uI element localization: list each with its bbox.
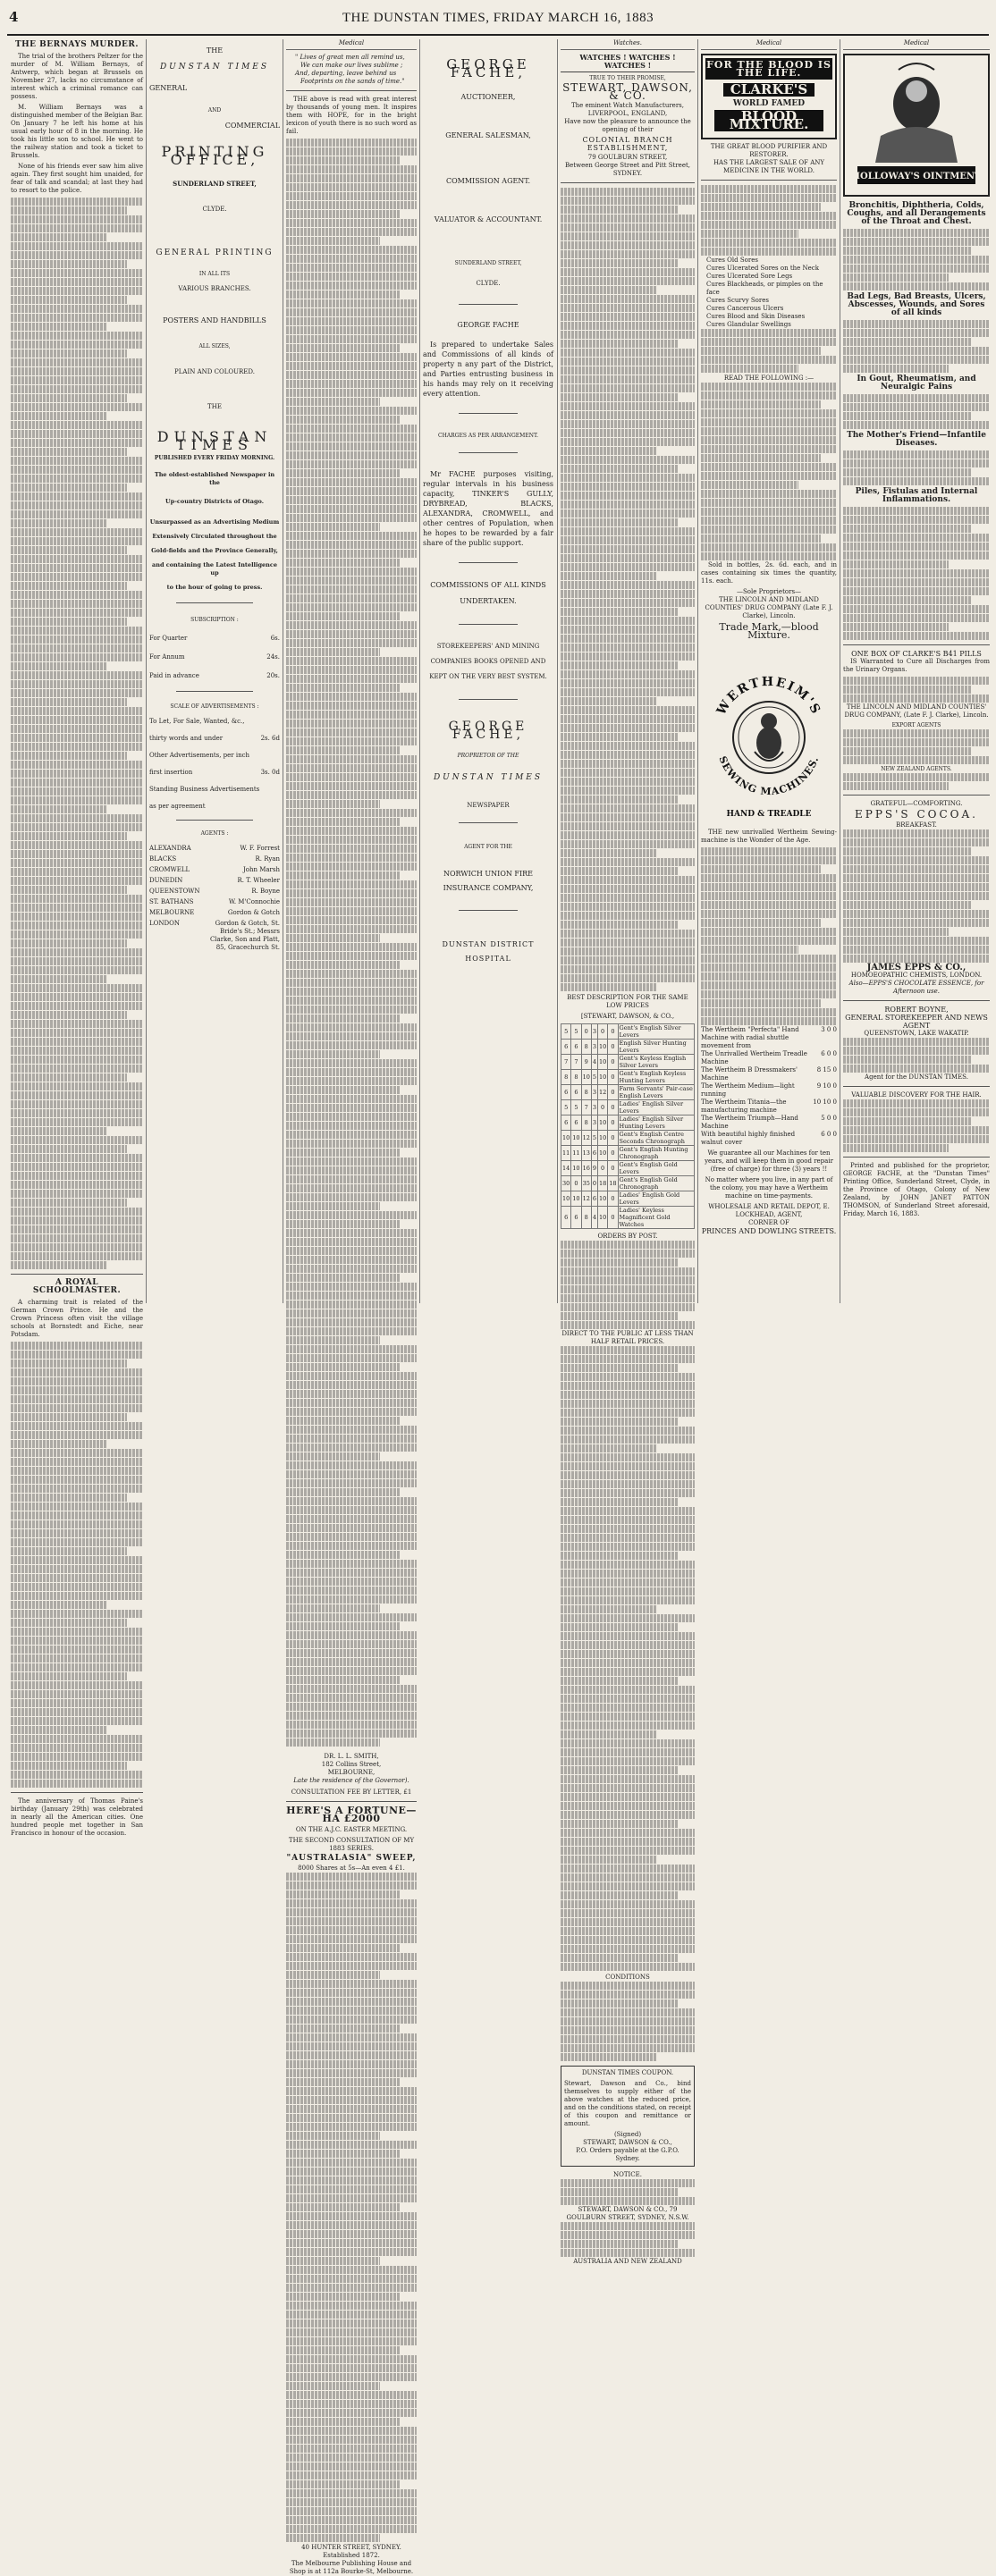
- price-row: 7 7 9 4 10 0 Gent's Keyless English Silver Levers: [561, 1055, 695, 1070]
- agent-for: AGENT FOR THE: [464, 844, 512, 850]
- plain-coloured: PLAIN AND COLOURED.: [174, 368, 255, 375]
- col7-proprietors: THE LINCOLN AND MIDLAND COUNTIES' DRUG COMPANY, (Late F. J. Clarke), Lincoln.: [844, 703, 989, 719]
- column-header: Medical: [701, 39, 837, 50]
- column-watches: [561, 39, 695, 2265]
- colonial-branch: COLONIAL BRANCH ESTABLISHMENT,: [582, 136, 673, 152]
- svg-text:WERTHEIM'S: [713, 675, 823, 719]
- fortune-headline: HERE'S A FORTUNE—HA £2000: [286, 1805, 417, 1824]
- largest-sale: HAS THE LARGEST SALE OF ANY MEDICINE IN THE WORLD.: [713, 159, 825, 174]
- stewart-dawson: STEWART, DAWSON, & CO.: [562, 81, 693, 102]
- direct-public: DIRECT TO THE PUBLIC AT LESS THAN HALF RETAIL PRICES.: [561, 1330, 694, 1345]
- advertising-scale: To Let, For Sale, Wanted, &c., thirty words and under 2s. 6d Other Advertisements, per inch first insertion 3s. 0d Standing Business Advertisements as per agreement: [149, 718, 280, 810]
- office-town: CLYDE.: [202, 206, 227, 213]
- no-matter: No matter where you live, in any part of the colony, you may have a Wertheim machine on time-payments.: [705, 1176, 833, 1200]
- commercial-label: COMMERCIAL: [224, 122, 280, 130]
- price-row: 30 0 35 0 18 18 Gent's English Gold Chronograph: [561, 1176, 695, 1191]
- various-branches: VARIOUS BRANCHES.: [178, 285, 251, 292]
- agents-heading: AGENTS :: [200, 830, 229, 837]
- wertheim-hand-treadle: HAND & TREADLE: [726, 810, 812, 819]
- goldfields-line: Gold-fields and the Province Generally,: [151, 547, 278, 554]
- article-paragraph: The trial of the brothers Peltzer for the murder of M. William Bernays, of Antwerp, which began at Brussels on November 27, lacks no circumstance of interest which a criminal romance can possess.: [11, 53, 143, 100]
- blood-mixture: BLOOD MIXTURE.: [714, 110, 823, 131]
- price-row: 6 6 8 4 10 0 Ladies' Keyless Magnificent Gold Watches: [561, 1207, 695, 1229]
- and-label: AND: [207, 107, 222, 114]
- general-label: GENERAL: [149, 84, 188, 92]
- dunstan-district-hospital: DUNSTAN DISTRICT HOSPITAL: [442, 940, 535, 963]
- consultation-fee: CONSULTATION FEE BY LETTER, £1: [291, 1789, 412, 1796]
- doctor-name: DR. L. L. SMITH,: [324, 1753, 379, 1760]
- export-agents: EXPORT AGENTS: [891, 722, 941, 728]
- scale-heading: SCALE OF ADVERTISEMENTS :: [170, 703, 259, 710]
- bad-legs-heading: Bad Legs, Bad Breasts, Ulcers, Abscesses, Wounds, and Sores of all kinds: [847, 292, 986, 317]
- purifier: THE GREAT BLOOD PURIFIER AND RESTORER.: [710, 143, 828, 158]
- wertheim-brand: WERTHEIM'S: [713, 674, 824, 718]
- unsurpassed-line: Unsurpassed as an Advertising Medium: [149, 518, 280, 526]
- in-all-its: IN ALL ITS: [198, 271, 231, 277]
- world-famed: WORLD FAMED: [732, 99, 806, 108]
- the-label: THE: [206, 46, 224, 55]
- footnote: The anniversary of Thomas Paine's birthday (January 29th) was celebrated in nearly all the American cities. One hundred people met together in San Francisco in honour of the occasion.: [11, 1797, 143, 1837]
- depot: WHOLESALE AND RETAIL DEPOT, E. LOCKHEAD, AGENT,: [708, 1203, 830, 1218]
- paper-name: DUNSTAN TIMES: [159, 63, 270, 72]
- auctioneer: AUCTIONEER,: [460, 93, 516, 101]
- warranted: IS Warranted to Cure all Discharges from the Urinary Organs.: [843, 658, 990, 673]
- price-row: 10 10 12 6 10 0 Ladies' English Gold Levers: [561, 1191, 695, 1207]
- article-paragraph: M. William Bernays was a distinguished member of the Belgian Bar. On January 7 he left his home at his usual early hour of 8 in the morning. He took his little son to school. He went to the railway station and took a ticket to Brussels.: [11, 104, 143, 159]
- column-george-fache: [423, 39, 553, 1303]
- commission-agent: COMMISSION AGENT.: [445, 177, 530, 185]
- proprietors: THE LINCOLN AND MIDLAND COUNTIES' DRUG COMPANY (Late F. J. Clarke), Lincoln.: [705, 596, 833, 619]
- breakfast: BREAKFAST.: [896, 821, 937, 829]
- fortune-sub: ON THE A.J.C. EASTER MEETING.: [295, 1826, 408, 1833]
- newspaper-title: THE DUNSTAN TIMES, FRIDAY MARCH 16, 1883: [342, 11, 654, 25]
- price-row: 11 11 13 6 10 0 Gent's English Hunting Chronograph: [561, 1146, 695, 1161]
- general-salesman: GENERAL SALESMAN,: [445, 131, 531, 139]
- footer-last: AUSTRALIA AND NEW ZEALAND: [573, 2258, 682, 2265]
- piles-heading: Piles, Fistulas and Internal Inflammations.: [855, 487, 978, 504]
- grateful-comforting: GRATEFUL—COMFORTING.: [870, 800, 963, 807]
- prepared-text: Is prepared to undertake Sales and Commissions of all kinds of property n any part of the District, and Parties entrusting business in his hands may rely on it receiving every attention.: [423, 341, 553, 398]
- bronchitis-heading: Bronchitis, Diphtheria, Colds, Coughs, and all Derangements of the Throat and Chest.: [847, 201, 986, 226]
- column-printing-office: [149, 39, 280, 1303]
- subscription-rates: For Quarter 6s. For Annum 24s. Paid in advance 20s.: [149, 635, 280, 679]
- posters-handbills: POSTERS AND HANDBILLS: [163, 316, 266, 324]
- watch-price-table: [561, 1023, 695, 1229]
- extensively-line: Extensively Circulated throughout the: [152, 533, 277, 540]
- queenstown: QUEENSTOWN, LAKE WAKATIP.: [864, 1030, 969, 1037]
- guarantee: We guarantee all our Machines for ten years, and will keep them in good repair (free of charge) for three (3) years !!: [705, 1149, 833, 1173]
- gout-heading: In Gout, Rheumatism, and Neuralgic Pains: [857, 375, 976, 391]
- robert-boyne: ROBERT BOYNE,: [884, 1006, 949, 1014]
- one-box-clarkes: ONE BOX OF CLARKE'S B41 PILLS: [851, 650, 982, 658]
- conditions-heading: CONDITIONS: [605, 1974, 650, 1981]
- between-streets: Between George Street and Pitt Street, SYDNEY.: [565, 162, 690, 177]
- chocolate-essence: Also—EPPS'S CHOCOLATE ESSENCE, for Afternoon use.: [848, 980, 984, 995]
- corner-of: CORNER OF: [748, 1219, 789, 1226]
- price-table-heading: [STEWART, DAWSON, & CO.,: [580, 1013, 675, 1020]
- norwich-union: NORWICH UNION FIRE INSURANCE COMPANY,: [443, 870, 534, 892]
- masthead: [7, 5, 989, 36]
- nz-agents: NEW ZEALAND AGENTS.: [881, 766, 952, 772]
- george-fache-heading: GEORGE FACHE,: [446, 56, 530, 80]
- cures-list: Cures Old Sores Cures Ulcerated Sores on the Neck Cures Ulcerated Sore Legs Cures Blackheads, or pimples on the face Cures Scurvy Sores Cures Cancerous Ulcers Cures Blood and Skin Diseases Cures Glandular Swellings: [706, 257, 823, 328]
- goulburn-street: 79 GOULBURN STREET,: [587, 154, 668, 161]
- sold-in-bottles: Sold in bottles, 2s. 6d. each, and in cases containing six times the quantity, 11s. each.: [701, 561, 837, 585]
- sunderland-street: SUNDERLAND STREET,: [454, 260, 522, 266]
- upcountry-line: Up-country Districts of Otago.: [165, 498, 264, 505]
- column-clarkes: [701, 39, 837, 1303]
- article-paragraph: A charming trait is related of the German Crown Prince. He and the Crown Princess often visit the village schools at Bornstedt and Eiche, near Potsdam.: [11, 1299, 143, 1338]
- clarkes-ad: [701, 54, 837, 139]
- sole-proprietors: —Sole Proprietors—: [736, 588, 802, 595]
- wertheim-intro: THE new unrivalled Wertheim Sewing-machine is the Wonder of the Age.: [701, 829, 837, 844]
- all-sizes: ALL SIZES,: [198, 343, 231, 349]
- wertheim-logo: [701, 644, 837, 823]
- poem: " Lives of great men all remind us, We can make our lives sublime ; And, departing, leave behind us Footprints on the sands of time.": [295, 54, 405, 85]
- price-row: 5 5 0 3 0 0 Gent's English Silver Levers: [561, 1024, 695, 1040]
- office-street: SUNDERLAND STREET,: [173, 180, 257, 188]
- visits-text: Mr FACHE purposes visiting, regular intervals in his business capacity, TINKER'S GULLY, DRYBREAD, BLACKS, ALEXANDRA, CROMWELL, and other centres of Population, when he hopes to be rewarded by a fair share of the public support.: [423, 470, 553, 547]
- james-epps: JAMES EPPS & CO.,: [866, 963, 966, 972]
- machine-price-list: The Wertheim "Perfecta" Hand Machine with radial shuttle movement from 3 0 0 The Unrivalled Wertheim Treadle Machine 6 0 0 The Wertheim B Dressmakers' Machine 8 15 0 The Wertheim Medium—light running 9 10 0 The Wertheim Titania—the manufacturing machine 10 10 0 The Wertheim Triumph—Hand Machine 5 0 0 With beautiful highly finished walnut cover 6 0 0: [701, 1026, 837, 1146]
- coupon-heading: DUNSTAN TIMES COUPON.: [581, 2069, 674, 2076]
- headline-bernays: THE BERNAYS MURDER.: [14, 40, 139, 49]
- trade-mark: Trade Mark,—blood Mixture.: [719, 621, 819, 641]
- press-line: to the hour of going to press.: [166, 584, 263, 591]
- mothers-friend: The Mother's Friend—Infantile Diseases.: [847, 431, 986, 448]
- dunstan-times-coupon: DUNSTAN TIMES COUPON. Stewart, Dawson and Co., bind themselves to supply either of the above watches at the reduced price, and on the conditions stated, on receipt of this coupon and remittance or amount. (Signed) STEWART, DAWSON & CO., P.O. Orders payable at the G.P.O. Sydney.: [561, 2066, 695, 2167]
- valuable-discovery: VALUABLE DISCOVERY FOR THE HAIR.: [851, 1091, 982, 1099]
- printing-office-heading: PRINTING OFFICE,: [161, 143, 268, 168]
- article-paragraph: THE above is read with great interest by thousands of young men. It inspires them with HOPE, for in the bright lexicon of youth there is no such word as fail.: [286, 96, 417, 135]
- george-fache-3: GEORGE FACHE,: [448, 720, 528, 742]
- watches-banner: WATCHES ! WATCHES ! WATCHES !: [561, 54, 695, 72]
- price-row: 8 8 10 5 10 0 Gent's English Keyless Hunting Levers: [561, 1070, 695, 1085]
- dunstan-times-ital: DUNSTAN TIMES: [433, 773, 544, 782]
- column-header: Watches.: [561, 39, 695, 50]
- dunstan-times-heading: DUNSTAN TIMES: [156, 428, 273, 453]
- column-header: Medical: [286, 39, 417, 50]
- price-row: 6 6 8 3 10 0 Ladies' English Silver Hunting Levers: [561, 1115, 695, 1131]
- newspaper-label: NEWSPAPER: [467, 802, 510, 809]
- column-news: [11, 39, 143, 1837]
- orders-by-post: ORDERS BY POST.: [597, 1233, 658, 1240]
- containing-line: and containing the Latest Intelligence up: [152, 561, 277, 577]
- clarkes-name: CLARKE'S: [723, 83, 815, 97]
- column-medical-smith: [286, 39, 417, 2575]
- princes-dowling: PRINCES AND DOWLING STREETS.: [701, 1227, 837, 1235]
- printed-published: Printed and published for the proprietor, GEORGE FACHE, at the "Dunstan Times" Printing Office, Sunderland Street, Clyde, in the Province of Otago, Colony of New Zealand, by JOHN JANET PATTON THOMSON, of Sunderland Street aforesaid, Friday, March 16, 1883.: [843, 1162, 990, 1217]
- price-row: 5 5 7 3 0 0 Ladies' English Silver Levers: [561, 1100, 695, 1115]
- article-paragraph: None of his friends ever saw him alive again. They first sought him unaided, for fear of talk and scandal; at last they had to resort to the police.: [11, 163, 143, 194]
- holloway-banner: HOLLOWAY'S OINTMENT: [851, 172, 982, 181]
- george-fache-2: GEORGE FACHE: [457, 321, 519, 329]
- price-row: 6 6 8 3 10 0 English Silver Hunting Levers: [561, 1040, 695, 1055]
- wertheim-sewing: SEWING MACHINES.: [716, 754, 822, 798]
- price-row: 10 10 12 5 10 0 Gent's English Centre Seconds Chronograph: [561, 1131, 695, 1146]
- column-header: Medical: [843, 39, 990, 50]
- subscription-heading: SUBSCRIPTION :: [190, 617, 239, 623]
- general-printing: GENERAL PRINTING: [156, 248, 274, 257]
- agents-list: ALEXANDRA W. F. Forrest BLACKS R. Ryan CROMWELL John Marsh DUNEDIN R. T. Wheeler QUEENSTOWN R. Boyne ST. BATHANS W. M'Connochie MELBOURNE Gordon & Gotch LONDON Gordon & Gotch, St. Bride's St.; Messrs Clarke, Son and Platt, 85, Gracechurch St.: [149, 845, 280, 951]
- notice-heading: NOTICE.: [613, 2171, 642, 2178]
- valuator-accountant: VALUATOR & ACCOUNTANT.: [434, 215, 543, 223]
- blood-life-banner: FOR THE BLOOD IS THE LIFE.: [706, 59, 831, 79]
- charges: CHARGES AS PER ARRANGEMENT.: [438, 433, 538, 439]
- best-description: BEST DESCRIPTION FOR THE SAME LOW PRICES: [567, 994, 688, 1009]
- sweep-name: "AUSTRALASIA" SWEEP,: [286, 1854, 417, 1863]
- price-row: 14 10 16 9 0 0 Gent's English Gold Levers: [561, 1161, 695, 1176]
- doctor-city: MELBOURNE,: [327, 1769, 376, 1776]
- shares-line: 8000 Shares at 5s—An even 4 £1.: [298, 1865, 405, 1872]
- homoeopathic: HOMOEOPATHIC CHEMISTS, LONDON.: [850, 972, 983, 979]
- agent-dunstan-times: Agent for the DUNSTAN TIMES.: [865, 1073, 968, 1081]
- page-number: 4: [9, 9, 19, 25]
- proprietor-of: PROPRIETOR OF THE: [457, 753, 519, 759]
- commissions-text: COMMISSIONS OF ALL KINDS UNDERTAKEN.: [430, 581, 546, 605]
- column-holloway: [843, 39, 990, 1303]
- price-row: 6 6 8 3 12 0 Farm Servants' Pair-case English Levers: [561, 1085, 695, 1100]
- second-consultation: THE SECOND CONSULTATION OF MY 1883 SERIES.: [288, 1837, 415, 1852]
- opening: Have now the pleasure to announce the opening of their: [564, 118, 691, 133]
- headline-schoolmaster: A ROYAL SCHOOLMASTER.: [32, 1278, 122, 1295]
- true-promise: TRUE TO THEIR PROMISE,: [589, 75, 666, 81]
- holloway-illustration: [843, 54, 990, 197]
- doctor-residence: Late the residence of the Governor).: [293, 1777, 409, 1784]
- footer-note: The Melbourne Publishing House and Shop is at 112a Bourke-St, Melbourne.: [289, 2560, 414, 2575]
- footer-address: 40 HUNTER STREET, SYDNEY. Established 1872.: [301, 2544, 401, 2559]
- eminent: The eminent Watch Manufacturers, LIVERPOOL, ENGLAND,: [570, 102, 684, 117]
- epps-cocoa: EPPS'S COCOA.: [855, 808, 978, 821]
- published-line: PUBLISHED EVERY FRIDAY MORNING.: [154, 455, 275, 461]
- oldest-established: The oldest-established Newspaper in the: [154, 471, 275, 486]
- storekeepers-text: STOREKEEPERS' AND MINING COMPANIES BOOKS OPENED AND KEPT ON THE VERY BEST SYSTEM.: [429, 643, 547, 680]
- footer-address: STEWART, DAWSON & CO., 79 GOULBURN STREET, SYDNEY, N.S.W.: [566, 2206, 689, 2221]
- clyde: CLYDE.: [476, 280, 501, 287]
- doctor-address: 182 Collins Street,: [321, 1761, 382, 1768]
- the-label-2: THE: [207, 403, 222, 410]
- general-storekeeper: GENERAL STOREKEEPER AND NEWS AGENT: [845, 1014, 988, 1030]
- read-following: READ THE FOLLOWING :—: [723, 375, 815, 382]
